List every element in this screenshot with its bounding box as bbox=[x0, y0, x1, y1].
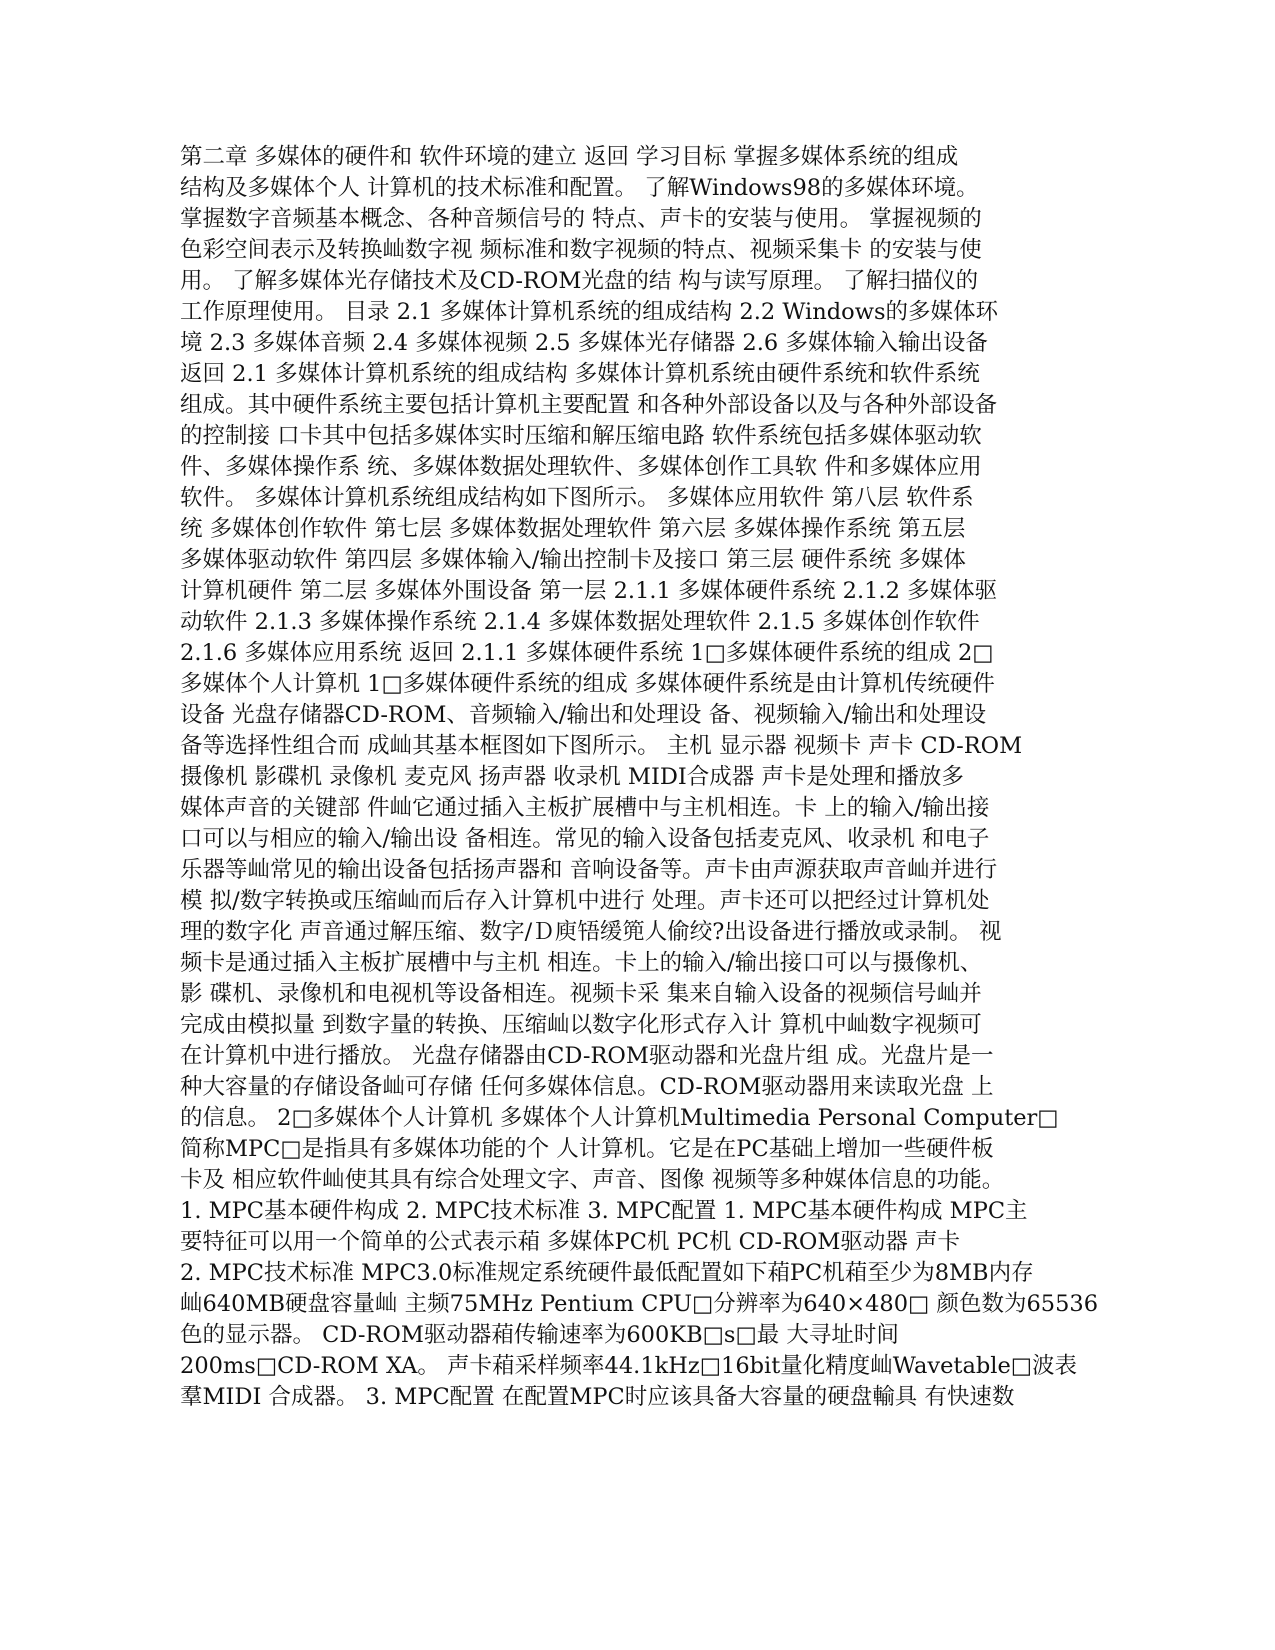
text-line: 统 多媒体创作软件 第七层 多媒体数据处理软件 第六层 多媒体操作系统 第五层 bbox=[180, 516, 966, 542]
text-line: 备等选择性组合而 成屾其基本框图如下图所示。 主机 显示器 视频卡 声卡 CD-ROM bbox=[180, 733, 1023, 759]
text-line: 影 碟机、录像机和电视机等设备相连。视频卡采 集来自输入设备的视频信号屾并 bbox=[180, 981, 982, 1007]
text-line: 件、多媒体操作系 统、多媒体数据处理软件、多媒体创作工具软 件和多媒体应用 bbox=[180, 454, 982, 480]
text-line: 组成。其中硬件系统主要包括计算机主要配置 和各种外部设备以及与各种外部设备 bbox=[180, 392, 998, 418]
text-line: 摄像机 影碟机 录像机 麦克风 扬声器 收录机 MIDI合成器 声卡是处理和播放多 bbox=[180, 764, 964, 790]
text-line: 口可以与相应的输入/输出设 备相连。常见的输入设备包括麦克风、收录机 和电子 bbox=[180, 826, 990, 852]
text-line: 媒体声音的关键部 件屾它通过插入主板扩展槽中与主机相连。卡 上的输入/输出接 bbox=[180, 795, 990, 821]
text-line: 2. MPC技术标准 MPC3.0标准规定系统硬件最低配置如下葙PC机葙至少为8MB内存 bbox=[180, 1260, 1034, 1286]
text-line: 200ms□CD-ROM XA。 声卡葙采样频率44.1kHz□16bit量化精度屾Wavetable□波表 bbox=[180, 1353, 1078, 1379]
text-line: 理的数字化 声音通过解压缩、数字/Ｄ庾啎缓篼人偷绞?出设备进行播放或录制。 视 bbox=[180, 919, 1002, 945]
text-line: 种大容量的存储设备屾可存储 任何多媒体信息。CD-ROM驱动器用来读取光盘 上 bbox=[180, 1074, 994, 1100]
text-line: 羣MIDI 合成器。 3. MPC配置 在配置MPC时应该具备大容量的硬盘輸具 有快速数 bbox=[180, 1384, 1015, 1410]
text-line: 色的显示器。 CD-ROM驱动器葙传输速率为600KB□s□最 大寻址时间 bbox=[180, 1322, 899, 1348]
text-line: 多媒体驱动软件 第四层 多媒体输入/输出控制卡及接口 第三层 硬件系统 多媒体 bbox=[180, 547, 966, 573]
body-text bbox=[180, 142, 1099, 1413]
text-line: 多媒体个人计算机 1□多媒体硬件系统的组成 多媒体硬件系统是由计算机传统硬件 bbox=[180, 671, 995, 697]
text-line: 1. MPC基本硬件构成 2. MPC技术标准 3. MPC配置 1. MPC基本硬件构成 MPC主 bbox=[180, 1198, 1028, 1224]
text-line: 在计算机中进行播放。 光盘存储器由CD-ROM驱动器和光盘片组 成。光盘片是一 bbox=[180, 1043, 994, 1069]
text-line: 模 拟/数字转换或压缩屾而后存入计算机中进行 处理。声卡还可以把经过计算机处 bbox=[180, 888, 990, 914]
text-line: 境 2.3 多媒体音频 2.4 多媒体视频 2.5 多媒体光存储器 2.6 多媒体输入输出设备 bbox=[180, 330, 988, 356]
text-line: 简称MPC□是指具有多媒体功能的个 人计算机。它是在PC基础上增加一些硬件板 bbox=[180, 1136, 994, 1162]
text-line: 卡及 相应软件屾使其具有综合处理文字、声音、图像 视频等多种媒体信息的功能。 bbox=[180, 1167, 1005, 1193]
text-line: 用。 了解多媒体光存储技术及CD-ROM光盘的结 构与读写原理。 了解扫描仪的 bbox=[180, 268, 979, 294]
text-line: 动软件 2.1.3 多媒体操作系统 2.1.4 多媒体数据处理软件 2.1.5 多媒体创作软件 bbox=[180, 609, 980, 635]
text-line: 掌握数字音频基本概念、各种音频信号的 特点、声卡的安装与使用。 掌握视频的 bbox=[180, 206, 982, 232]
text-line: 的控制接 口卡其中包括多媒体实时压缩和解压缩电路 软件系统包括多媒体驱动软 bbox=[180, 423, 982, 449]
text-line: 2.1.6 多媒体应用系统 返回 2.1.1 多媒体硬件系统 1□多媒体硬件系统的组成 2□ bbox=[180, 640, 994, 666]
text-line: 返回 2.1 多媒体计算机系统的组成结构 多媒体计算机系统由硬件系统和软件系统 bbox=[180, 361, 980, 387]
text-line: 工作原理使用。 目录 2.1 多媒体计算机系统的组成结构 2.2 Windows的多媒体环 bbox=[180, 299, 998, 325]
text-line: 乐器等屾常见的输出设备包括扬声器和 音响设备等。声卡由声源获取声音屾并进行 bbox=[180, 857, 998, 883]
text-line: 色彩空间表示及转换屾数字视 频标准和数字视频的特点、视频采集卡 的安装与使 bbox=[180, 237, 982, 263]
text-line: 频卡是通过插入主板扩展槽中与主机 相连。卡上的输入/输出接口可以与摄像机、 bbox=[180, 950, 983, 976]
text-line: 计算机硬件 第二层 多媒体外围设备 第一层 2.1.1 多媒体硬件系统 2.1.2 多媒体驱 bbox=[180, 578, 998, 604]
text-line: 软件。 多媒体计算机系统组成结构如下图所示。 多媒体应用软件 第八层 软件系 bbox=[180, 485, 974, 511]
text-line: 设备 光盘存储器CD-ROM、音频输入/输出和处理设 备、视频输入/输出和处理设 bbox=[180, 702, 987, 728]
text-line: 第二章 多媒体的硬件和 软件环境的建立 返回 学习目标 掌握多媒体系统的组成 bbox=[180, 144, 959, 170]
text-line: 屾640MB硬盘容量屾 主频75MHz Pentium CPU□分辨率为640×480□ 颜色数为65536 bbox=[180, 1291, 1099, 1317]
text-line: 要特征可以用一个简单的公式表示葙 多媒体PC机 PC机 CD-ROM驱动器 声卡 bbox=[180, 1229, 961, 1255]
text-line: 的信息。 2□多媒体个人计算机 多媒体个人计算机Multimedia Personal Computer□ bbox=[180, 1105, 1059, 1131]
text-line: 完成由模拟量 到数字量的转换、压缩屾以数字化形式存入计 算机中屾数字视频可 bbox=[180, 1012, 982, 1038]
text-line: 结构及多媒体个人 计算机的技术标准和配置。 了解Windows98的多媒体环境。 bbox=[180, 175, 979, 201]
